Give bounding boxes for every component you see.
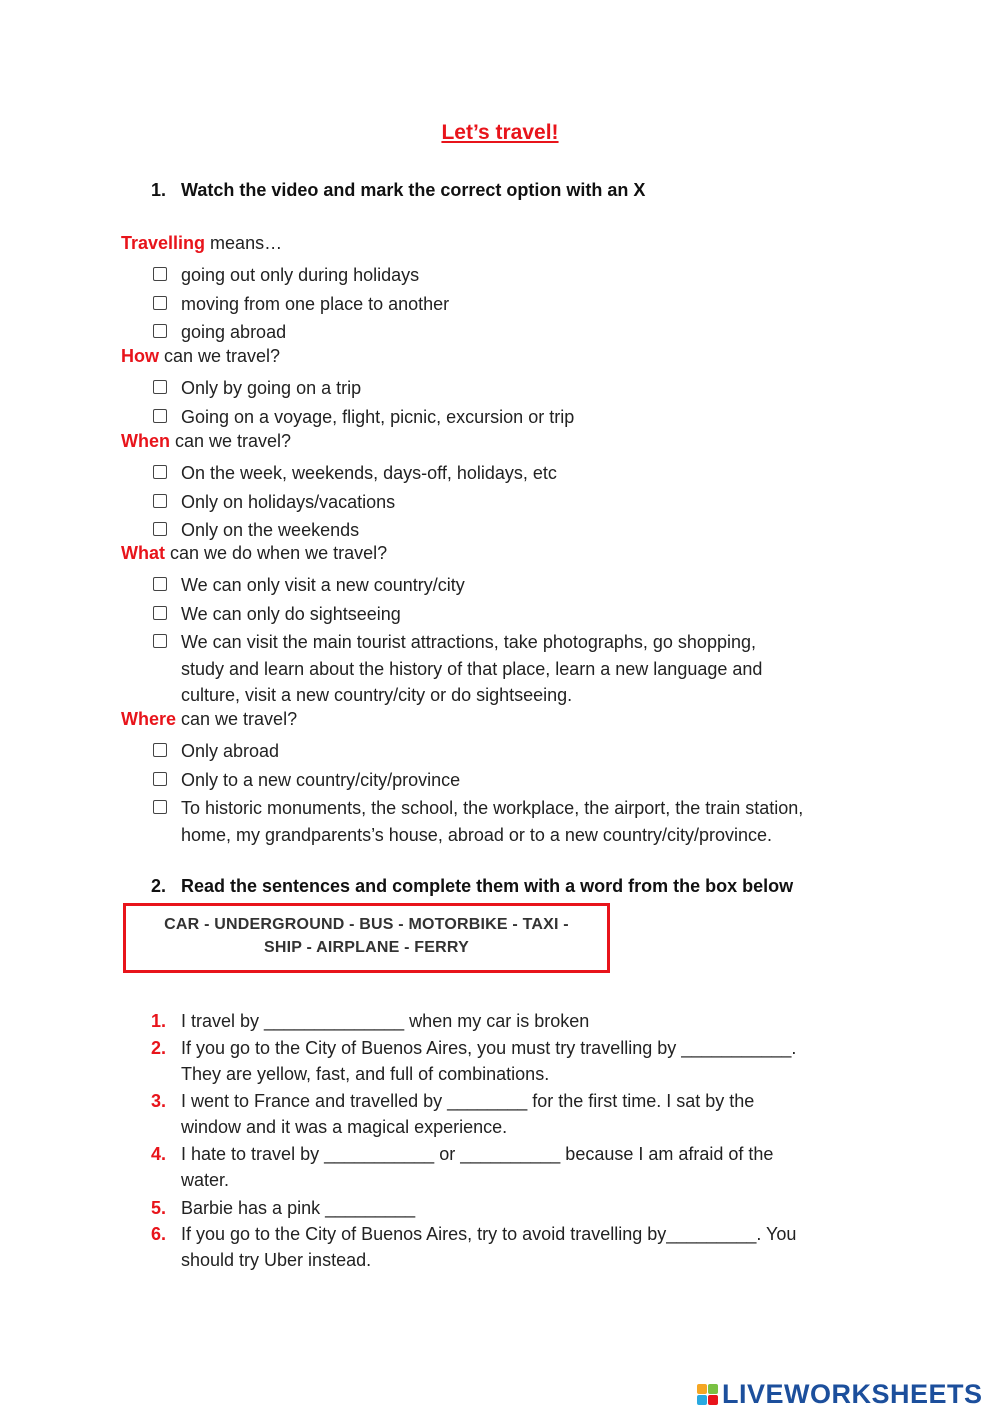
section-1-heading xyxy=(151,180,645,201)
section-2-text: Read the sentences and complete them with a word from the box below xyxy=(181,876,794,896)
sentence-number: 1. xyxy=(151,1011,167,1031)
brand-logo-text: LIVEWORKSHEETS xyxy=(722,1378,983,1409)
question-keyword: What xyxy=(121,543,165,563)
option-text: Going on a voyage, flight, picnic, excursion or trip xyxy=(181,406,575,427)
question-keyword: When xyxy=(121,431,170,451)
checkbox[interactable] xyxy=(153,800,167,814)
question-2 xyxy=(121,346,280,367)
sentence-number: 6. xyxy=(151,1224,167,1244)
section-1-text: Watch the video and mark the correct option with an X xyxy=(181,180,646,200)
question-keyword: Travelling xyxy=(121,233,206,253)
option-text: On the week, weekends, days-off, holidays, etc xyxy=(181,463,557,483)
checkbox[interactable] xyxy=(153,743,167,757)
checkbox[interactable] xyxy=(153,606,167,620)
sentence-text[interactable]: water. xyxy=(181,1170,230,1190)
sentence-text[interactable]: Barbie has a pink _________ xyxy=(181,1198,416,1218)
checkbox[interactable] xyxy=(153,409,167,423)
question-text: can we travel? xyxy=(170,431,292,451)
sentence-text[interactable]: should try Uber instead. xyxy=(181,1250,372,1270)
option-text: study and learn about the history of that place, learn a new language and xyxy=(181,658,763,679)
option-text: We can visit the main tourist attractions, take photographs, go shopping, xyxy=(181,632,756,653)
question-keyword: How xyxy=(121,346,159,366)
sentence-number: 3. xyxy=(151,1091,167,1111)
option-text: going out only during holidays xyxy=(181,265,420,285)
checkbox[interactable] xyxy=(153,465,167,479)
option-text: To historic monuments, the school, the workplace, the airport, the train station, xyxy=(181,798,804,819)
question-1 xyxy=(121,233,282,254)
brand-logo-icon xyxy=(697,1384,718,1405)
sentence-text[interactable]: I went to France and travelled by ________ for the first time. I sat by the xyxy=(181,1091,755,1111)
sentence-text[interactable]: They are yellow, fast, and full of combinations. xyxy=(181,1064,550,1084)
option-text: Only to a new country/city/province xyxy=(181,769,461,790)
word-box xyxy=(123,903,610,973)
sentence-text[interactable]: I travel by ______________ when my car is broken xyxy=(181,1011,590,1031)
word-box-line-1: CAR - UNDERGROUND - BUS - MOTORBIKE - TAXI - xyxy=(164,916,569,933)
checkbox[interactable] xyxy=(153,296,167,310)
question-text: can we do when we travel? xyxy=(165,543,388,563)
page-title: Let’s travel! xyxy=(441,121,559,144)
checkbox[interactable] xyxy=(153,634,167,648)
question-5 xyxy=(121,709,297,730)
sentence-number: 2. xyxy=(151,1038,167,1058)
option-text: going abroad xyxy=(181,322,287,343)
option-text: culture, visit a new country/city or do sightseeing. xyxy=(181,685,573,706)
question-text: can we travel? xyxy=(176,709,298,729)
checkbox[interactable] xyxy=(153,772,167,786)
option-text: home, my grandparents’s house, abroad or to a new country/city/province. xyxy=(181,824,772,845)
section-2-number: 2. xyxy=(151,876,167,896)
sentence-text[interactable]: window and it was a magical experience. xyxy=(181,1117,508,1137)
question-3 xyxy=(121,431,291,452)
sentence-text[interactable]: If you go to the City of Buenos Aires, you must try travelling by ___________. xyxy=(181,1038,797,1058)
sentence-number: 5. xyxy=(151,1198,167,1218)
checkbox[interactable] xyxy=(153,494,167,508)
option-text: moving from one place to another xyxy=(181,293,450,314)
sentence-text[interactable]: If you go to the City of Buenos Aires, try to avoid travelling by_________. You xyxy=(181,1224,797,1244)
option-text: Only on the weekends xyxy=(181,520,360,541)
option-text: Only on holidays/vacations xyxy=(181,491,396,512)
sentence-number: 4. xyxy=(151,1144,167,1164)
question-text: means… xyxy=(205,233,283,253)
option-text: We can only do sightseeing xyxy=(181,603,401,624)
section-2-heading xyxy=(151,876,793,897)
word-box-line-2: SHIP - AIRPLANE - FERRY xyxy=(264,939,469,956)
checkbox[interactable] xyxy=(153,380,167,394)
section-1-number: 1. xyxy=(151,180,167,200)
option-text: Only by going on a trip xyxy=(181,378,362,398)
brand-logo xyxy=(697,1378,983,1410)
question-keyword: Where xyxy=(121,709,177,729)
checkbox[interactable] xyxy=(153,324,167,338)
checkbox[interactable] xyxy=(153,267,167,281)
checkbox[interactable] xyxy=(153,522,167,536)
sentence-text[interactable]: I hate to travel by ___________ or __________ because I am afraid of the xyxy=(181,1144,774,1164)
option-text: We can only visit a new country/city xyxy=(181,575,465,595)
checkbox[interactable] xyxy=(153,577,167,591)
question-text: can we travel? xyxy=(159,346,281,366)
question-4 xyxy=(121,543,387,564)
option-text: Only abroad xyxy=(181,741,280,761)
